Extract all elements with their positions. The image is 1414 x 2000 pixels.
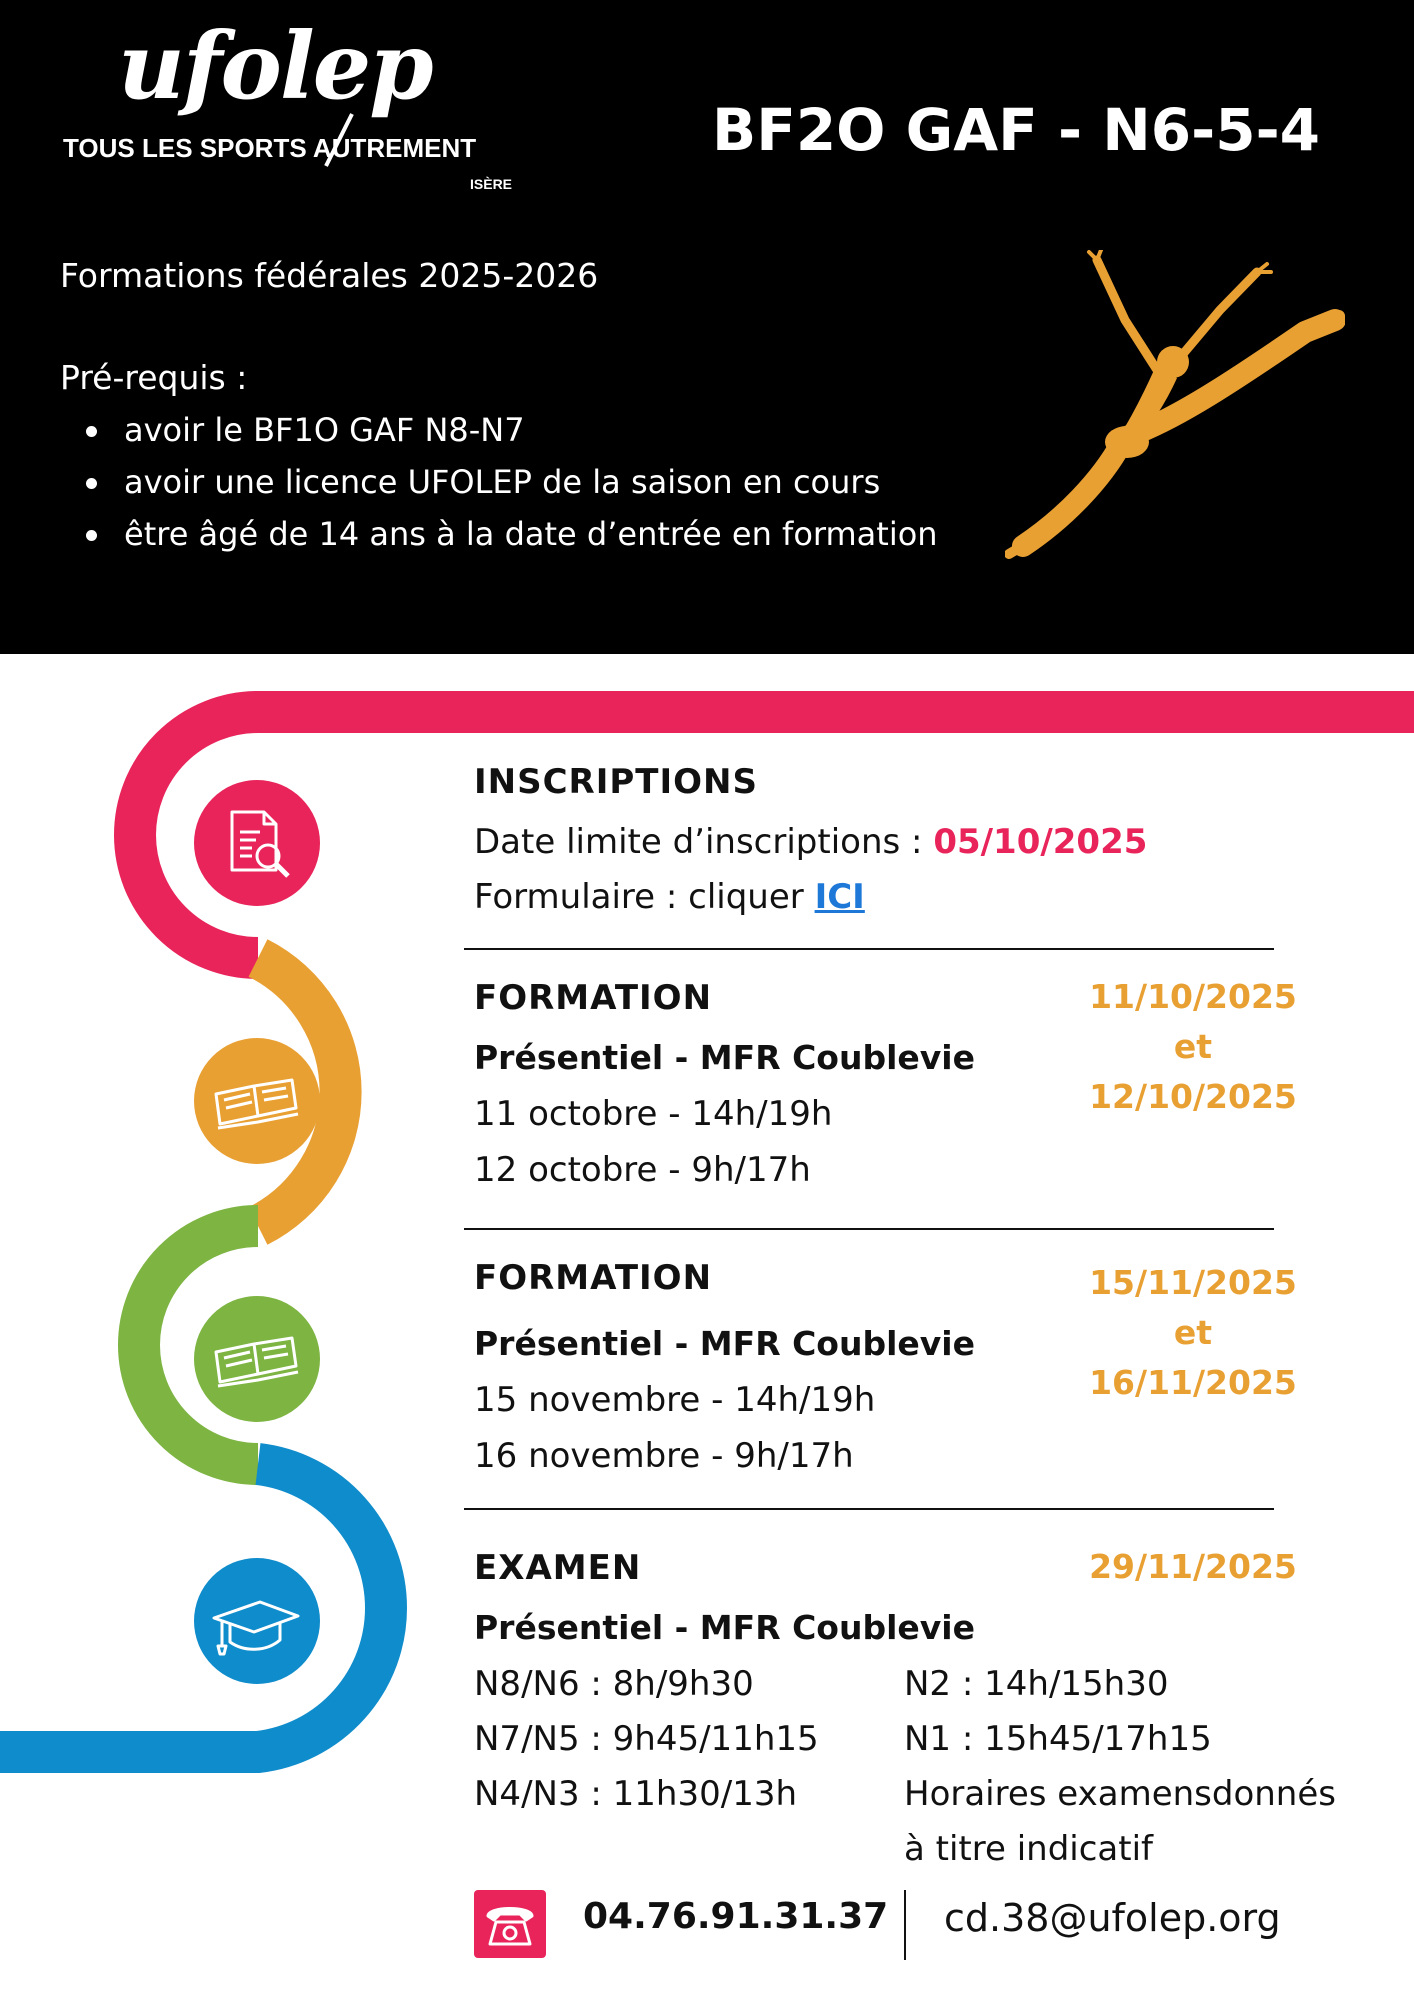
formation1-step-icon	[194, 1038, 320, 1164]
date-separator: et	[1173, 1313, 1213, 1352]
gymnast-silhouette-icon	[1005, 250, 1345, 560]
formation2-dates	[1080, 1258, 1306, 1408]
divider	[464, 1228, 1274, 1230]
subtitle: Formations fédérales 2025-2026	[60, 256, 599, 295]
date-start: 11/10/2025	[1089, 977, 1297, 1016]
open-book-icon	[194, 1296, 320, 1422]
inscriptions-title: INSCRIPTIONS	[474, 762, 758, 802]
formation1-line2: 12 octobre - 9h/17h	[474, 1150, 811, 1190]
formation1-dates	[1080, 972, 1306, 1122]
examen-right-1: N1 : 15h45/17h15	[904, 1719, 1212, 1759]
logo-region: ISÈRE	[470, 176, 513, 192]
examen-left-0: N8/N6 : 8h/9h30	[474, 1664, 754, 1704]
divider	[464, 1508, 1274, 1510]
contact-separator	[904, 1890, 906, 1960]
examen-left-1: N7/N5 : 9h45/11h15	[474, 1719, 819, 1759]
ufolep-logo: ufolep	[118, 12, 432, 120]
phone-number[interactable]: 04.76.91.31.37	[583, 1896, 889, 1937]
divider	[464, 948, 1274, 950]
formation1-line1: 11 octobre - 14h/19h	[474, 1094, 833, 1134]
formation2-title: FORMATION	[474, 1258, 713, 1298]
header-banner	[0, 0, 1414, 654]
examen-right-3: à titre indicatif	[904, 1829, 1154, 1869]
examen-mode: Présentiel - MFR Coublevie	[474, 1608, 975, 1647]
date-start: 15/11/2025	[1089, 1263, 1297, 1302]
examen-title: EXAMEN	[474, 1548, 642, 1588]
page-title: BF2O GAF - N6-5-4	[712, 96, 1321, 164]
list-item: avoir une licence UFOLEP de la saison en cours	[60, 456, 938, 508]
graduation-cap-icon	[194, 1558, 320, 1684]
date-end: 12/10/2025	[1089, 1077, 1297, 1116]
formation2-step-icon	[194, 1296, 320, 1422]
email-address[interactable]: cd.38@ufolep.org	[944, 1896, 1281, 1940]
deadline-date: 05/10/2025	[933, 822, 1148, 862]
prereq-label: Pré-requis :	[60, 358, 248, 397]
deadline-label: Date limite d’inscriptions :	[474, 822, 934, 862]
formation2-mode: Présentiel - MFR Coublevie	[474, 1324, 975, 1363]
examen-step-icon	[194, 1558, 320, 1684]
date-separator: et	[1173, 1027, 1213, 1066]
phone-icon	[474, 1890, 546, 1958]
examen-right-2: Horaires examensdonnés	[904, 1774, 1336, 1814]
date-end: 16/11/2025	[1089, 1363, 1297, 1402]
form-link[interactable]: ICI	[814, 877, 865, 917]
formation2-line1: 15 novembre - 14h/19h	[474, 1380, 876, 1420]
examen-right-0: N2 : 14h/15h30	[904, 1664, 1169, 1704]
prereq-list	[60, 404, 938, 560]
formation1-title: FORMATION	[474, 978, 713, 1018]
list-item: avoir le BF1O GAF N8-N7	[60, 404, 938, 456]
examen-left-2: N4/N3 : 11h30/13h	[474, 1774, 797, 1814]
inscription-step-icon	[194, 780, 320, 906]
deadline-line	[474, 822, 1147, 862]
examen-date: 29/11/2025	[1089, 1547, 1297, 1586]
document-search-icon	[194, 780, 320, 906]
form-label: Formulaire : cliquer	[474, 877, 815, 917]
list-item: être âgé de 14 ans à la date d’entrée en formation	[60, 508, 938, 560]
form-line	[474, 877, 865, 917]
open-book-icon	[194, 1038, 320, 1164]
formation1-mode: Présentiel - MFR Coublevie	[474, 1038, 975, 1077]
logo-slogan: TOUS LES SPORTS AUTREMENT	[63, 133, 477, 163]
formation2-line2: 16 novembre - 9h/17h	[474, 1436, 854, 1476]
phone-icon-box	[474, 1890, 546, 1958]
